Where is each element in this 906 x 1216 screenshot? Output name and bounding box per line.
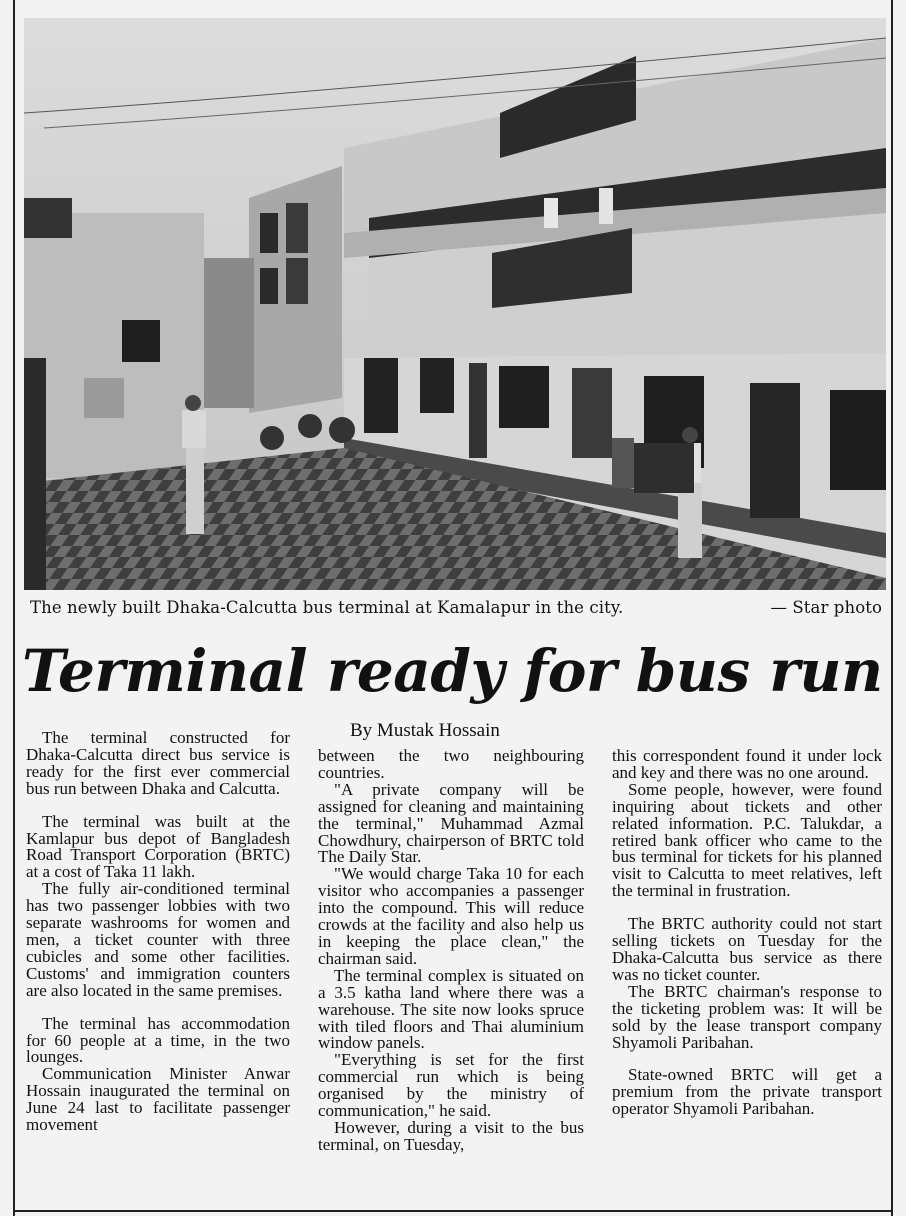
terminal-photo: [24, 18, 886, 590]
paragraph: The terminal was built at the Kamlapur bus depot of Bangladesh Road Transport Corporation (BRTC) at a cost of Taka 11 lakh.: [26, 811, 290, 882]
page-border-right: [891, 0, 893, 1216]
paragraph: between the two neighbouring countries.: [318, 746, 584, 782]
article-column-3: [612, 748, 882, 1118]
paragraph: However, during a visit to the bus terminal, on Tuesday,: [318, 1117, 584, 1154]
paragraph: this correspondent found it under lock and key and there was no one around.: [612, 746, 882, 782]
paragraph: The terminal has accommodation for 60 people at a time, in the two lounges.: [26, 1013, 290, 1067]
page-border-bottom: [13, 1210, 893, 1212]
headline: Terminal ready for bus run: [22, 637, 883, 705]
paragraph: Communication Minister Anwar Hossain inaugurated the terminal on June 24 last to facilitate passenger movement: [26, 1064, 290, 1135]
paragraph: The BRTC chairman's response to the ticketing problem was: It will be sold by the lease transport company Shyamoli Paribahan.: [612, 981, 882, 1052]
paragraph: State-owned BRTC will get a premium from the private transport operator Shyamoli Paribahan.: [612, 1065, 882, 1119]
photo-credit: — Star photo: [770, 598, 882, 617]
paragraph: "We would charge Taka 10 for each visitor who accompanies a passenger into the compound. This will reduce crowds at the facility and also help us in keeping the place clean," the chairman said.: [318, 864, 584, 968]
paragraph: "Everything is set for the first commercial run which is being organised by the ministry of communication," he said.: [318, 1050, 584, 1121]
page-border-left: [13, 0, 15, 1216]
paragraph: The BRTC authority could not start selling tickets on Tuesday for the Dhaka-Calcutta bus service as there was no ticket counter.: [612, 914, 882, 984]
paragraph: The fully air-conditioned terminal has two passenger lobbies with two separate washrooms for women and men, a ticket counter with three cubicles and some other facilities. Customs' and immigration counters are also located in the same premises.: [26, 879, 290, 1000]
byline: By Mustak Hossain: [350, 720, 500, 741]
article-column-1: [26, 730, 290, 1134]
paragraph: The terminal constructed for Dhaka-Calcutta direct bus service is ready for the first ever commercial bus run between Dhaka and Calcutta.: [26, 728, 290, 798]
photo-caption: [30, 598, 882, 624]
caption-text: The newly built Dhaka-Calcutta bus terminal at Kamalapur in the city.: [30, 598, 624, 617]
paragraph: Some people, however, were found inquiring about tickets and other related information. P.C. Talukdar, a retired bank officer who came to the bus terminal for tickets for his planned visit to Calcutta to meet relatives, left the terminal in frustration.: [612, 779, 882, 901]
article-column-2: [318, 748, 584, 1154]
paragraph: The terminal complex is situated on a 3.5 katha land where there was a warehouse. The site now looks spruce with tiled floors and Thai aluminium window panels.: [318, 965, 584, 1053]
paragraph: "A private company will be assigned for cleaning and maintaining the terminal," Muhammad Azmal Chowdhury, chairperson of BRTC told The Daily Star.: [318, 779, 584, 867]
